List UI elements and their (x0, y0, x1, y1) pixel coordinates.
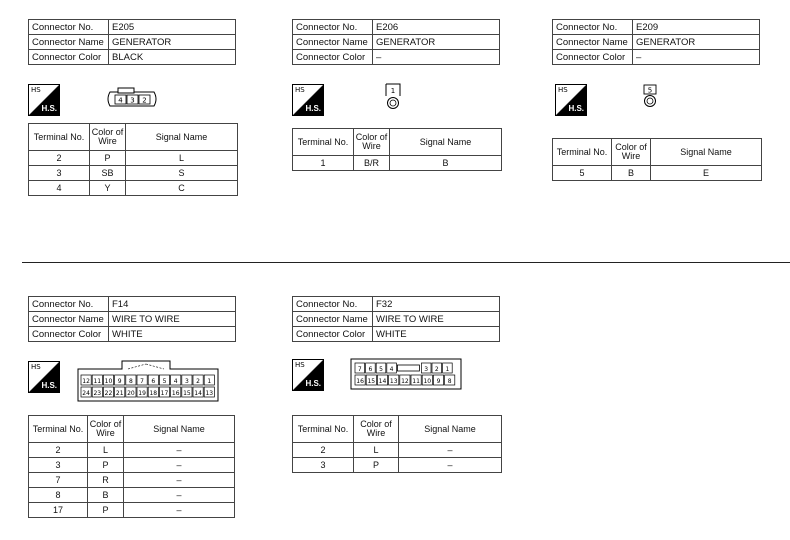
pin-label: 19 (138, 390, 146, 397)
terminal-no-header: Terminal No. (29, 416, 88, 443)
wire-color-cell: P (90, 151, 126, 166)
color-of-wire-header: Color of Wire (354, 129, 390, 156)
connector-no-label: Connector No. (293, 20, 373, 35)
terminal-no-header: Terminal No. (293, 129, 354, 156)
connector-name-label: Connector Name (29, 312, 109, 327)
hs-icon-bottom-text: H.S. (305, 104, 321, 113)
hs-icon-top-text: HS (31, 363, 41, 371)
signal-name-cell: – (124, 488, 235, 503)
pin-label: 1 (445, 366, 450, 373)
pin-label: 15 (183, 390, 191, 397)
terminal-no-cell: 3 (293, 458, 354, 473)
wire-color-cell: P (88, 458, 124, 473)
connector-no-label: Connector No. (293, 297, 373, 312)
signal-name-header: Signal Name (651, 139, 762, 166)
wire-color-cell: SB (90, 166, 126, 181)
connector-no-label: Connector No. (553, 20, 633, 35)
pin-label: 7 (357, 366, 362, 373)
pin-label: 16 (356, 378, 364, 385)
terminal-table-f32 (292, 415, 502, 473)
pin-label: 2 (434, 366, 439, 373)
signal-name-cell: C (126, 181, 238, 196)
signal-name-cell: B (390, 156, 502, 171)
terminal-table-f14 (28, 415, 235, 518)
connector-color-label: Connector Color (553, 50, 633, 65)
connector-info-e205 (28, 19, 236, 65)
pin-label: 1 (390, 87, 396, 95)
signal-name-header: Signal Name (399, 416, 502, 443)
wire-color-cell: B (88, 488, 124, 503)
connector-name-label: Connector Name (29, 35, 109, 50)
hs-icon-top-text: HS (558, 86, 568, 94)
pin-label: 5 (162, 378, 167, 385)
connector-diagram-e209 (640, 84, 660, 110)
hs-icon-bottom-text: H.S. (305, 379, 321, 388)
connector-color-label: Connector Color (293, 327, 373, 342)
pin-label: 3 (184, 378, 189, 385)
hs-icon (292, 84, 324, 116)
signal-name-cell: – (124, 458, 235, 473)
wire-color-cell: R (88, 473, 124, 488)
pin-label: 4 (118, 96, 123, 105)
pin-label: 24 (82, 390, 90, 397)
pin-label: 23 (93, 390, 102, 397)
terminal-table-e206 (292, 128, 502, 171)
hs-icon-top-text: HS (295, 86, 305, 94)
table-row (293, 443, 502, 458)
connector-no-value: E206 (373, 20, 500, 35)
pin-label: 15 (367, 378, 376, 385)
pin-label: 9 (117, 378, 122, 385)
pin-label: 10 (104, 378, 113, 385)
pin-label: 20 (127, 390, 135, 397)
table-row (29, 166, 238, 181)
hs-icon (28, 84, 60, 116)
hs-icon (292, 359, 324, 391)
wire-color-cell: B (612, 166, 651, 181)
connector-color-value: BLACK (109, 50, 236, 65)
wire-color-cell: Y (90, 181, 126, 196)
table-row (293, 156, 502, 171)
pin-label: 9 (436, 378, 441, 385)
table-row (29, 458, 235, 473)
hs-icon-bottom-text: H.S. (41, 104, 57, 113)
terminal-no-cell: 2 (293, 443, 354, 458)
pin-label: 22 (104, 390, 113, 397)
table-row (29, 443, 235, 458)
connector-name-value: WIRE TO WIRE (373, 312, 500, 327)
connector-diagram-f32 (350, 358, 462, 390)
connector-name-value: GENERATOR (633, 35, 760, 50)
hs-icon-bottom-text: H.S. (41, 381, 57, 390)
pin-label: 21 (115, 390, 124, 397)
pin-label: 8 (447, 378, 452, 385)
signal-name-cell: – (124, 503, 235, 518)
connector-no-label: Connector No. (29, 20, 109, 35)
table-row (293, 458, 502, 473)
pin-label: 12 (82, 378, 90, 385)
pin-label: 16 (171, 390, 180, 397)
wire-color-cell: P (354, 458, 399, 473)
signal-name-cell: – (399, 458, 502, 473)
table-row (29, 181, 238, 196)
connector-name-label: Connector Name (293, 312, 373, 327)
hs-icon-top-text: HS (31, 86, 41, 94)
connector-info-f14 (28, 296, 236, 342)
pin-label: 2 (142, 96, 147, 105)
terminal-no-cell: 5 (553, 166, 612, 181)
connector-color-value: – (633, 50, 760, 65)
pin-label: 5 (379, 366, 383, 373)
terminal-table-e205 (28, 123, 238, 196)
terminal-no-header: Terminal No. (553, 139, 612, 166)
terminal-no-header: Terminal No. (293, 416, 354, 443)
connector-color-value: – (373, 50, 500, 65)
pin-label: 12 (401, 378, 409, 385)
hs-icon (28, 361, 60, 393)
terminal-no-cell: 2 (29, 151, 90, 166)
connector-color-label: Connector Color (29, 50, 109, 65)
pin-label: 11 (93, 378, 102, 385)
connector-info-e209 (552, 19, 760, 65)
hs-icon (555, 84, 587, 116)
pin-label: 3 (130, 96, 135, 105)
wire-color-cell: B/R (354, 156, 390, 171)
pin-label: 1 (207, 378, 212, 385)
signal-name-cell: L (126, 151, 238, 166)
terminal-no-cell: 4 (29, 181, 90, 196)
signal-name-cell: – (399, 443, 502, 458)
connector-no-value: F14 (109, 297, 236, 312)
pin-label: 14 (194, 390, 202, 397)
signal-name-header: Signal Name (124, 416, 235, 443)
color-of-wire-header: Color of Wire (88, 416, 124, 443)
connector-name-value: GENERATOR (373, 35, 500, 50)
connector-name-label: Connector Name (553, 35, 633, 50)
connector-no-value: E205 (109, 20, 236, 35)
wire-color-cell: L (88, 443, 124, 458)
pin-label: 4 (389, 366, 394, 373)
connector-color-label: Connector Color (293, 50, 373, 65)
pin-label: 2 (196, 378, 201, 385)
terminal-no-cell: 3 (29, 166, 90, 181)
terminal-no-cell: 8 (29, 488, 88, 503)
table-row (553, 166, 762, 181)
connector-name-label: Connector Name (293, 35, 373, 50)
pin-label: 3 (424, 366, 429, 373)
pin-label: 6 (368, 366, 373, 373)
signal-name-header: Signal Name (390, 129, 502, 156)
terminal-no-cell: 17 (29, 503, 88, 518)
connector-diagram-f14 (76, 357, 220, 403)
table-row (29, 503, 235, 518)
connector-color-label: Connector Color (29, 327, 109, 342)
connector-diagram-e205 (104, 86, 160, 112)
terminal-no-cell: 3 (29, 458, 88, 473)
connector-color-value: WHITE (373, 327, 500, 342)
pin-label: 18 (149, 390, 158, 397)
terminal-no-cell: 2 (29, 443, 88, 458)
wire-color-cell: L (354, 443, 399, 458)
connector-info-f32 (292, 296, 500, 342)
pin-label: 13 (205, 390, 214, 397)
pin-label: 7 (140, 378, 145, 385)
connector-color-value: WHITE (109, 327, 236, 342)
hs-icon-bottom-text: H.S. (568, 104, 584, 113)
pin-label: 8 (128, 378, 133, 385)
pin-label: 10 (423, 378, 432, 385)
terminal-no-cell: 7 (29, 473, 88, 488)
connector-no-label: Connector No. (29, 297, 109, 312)
signal-name-cell: – (124, 473, 235, 488)
terminal-no-header: Terminal No. (29, 124, 90, 151)
color-of-wire-header: Color of Wire (612, 139, 651, 166)
color-of-wire-header: Color of Wire (354, 416, 399, 443)
connector-name-value: GENERATOR (109, 35, 236, 50)
signal-name-cell: S (126, 166, 238, 181)
locking-slot (397, 365, 419, 371)
pin-label: 5 (647, 86, 653, 95)
table-row (29, 488, 235, 503)
hs-icon-top-text: HS (295, 361, 305, 369)
pin-label: 13 (389, 378, 398, 385)
wire-color-cell: P (88, 503, 124, 518)
table-row (29, 473, 235, 488)
pin-label: 14 (378, 378, 387, 385)
pin-label: 6 (151, 378, 156, 385)
pin-label: 4 (173, 378, 178, 385)
signal-name-header: Signal Name (126, 124, 238, 151)
terminal-table-e209 (552, 138, 762, 181)
connector-info-e206 (292, 19, 500, 65)
pin-label: 17 (160, 390, 169, 397)
signal-name-cell: – (124, 443, 235, 458)
table-row (29, 151, 238, 166)
section-divider (22, 262, 790, 263)
pin-label: 11 (412, 378, 420, 385)
connector-no-value: E209 (633, 20, 760, 35)
color-of-wire-header: Color of Wire (90, 124, 126, 151)
signal-name-cell: E (651, 166, 762, 181)
connector-diagram-e206 (382, 82, 404, 112)
connector-no-value: F32 (373, 297, 500, 312)
terminal-no-cell: 1 (293, 156, 354, 171)
connector-name-value: WIRE TO WIRE (109, 312, 236, 327)
